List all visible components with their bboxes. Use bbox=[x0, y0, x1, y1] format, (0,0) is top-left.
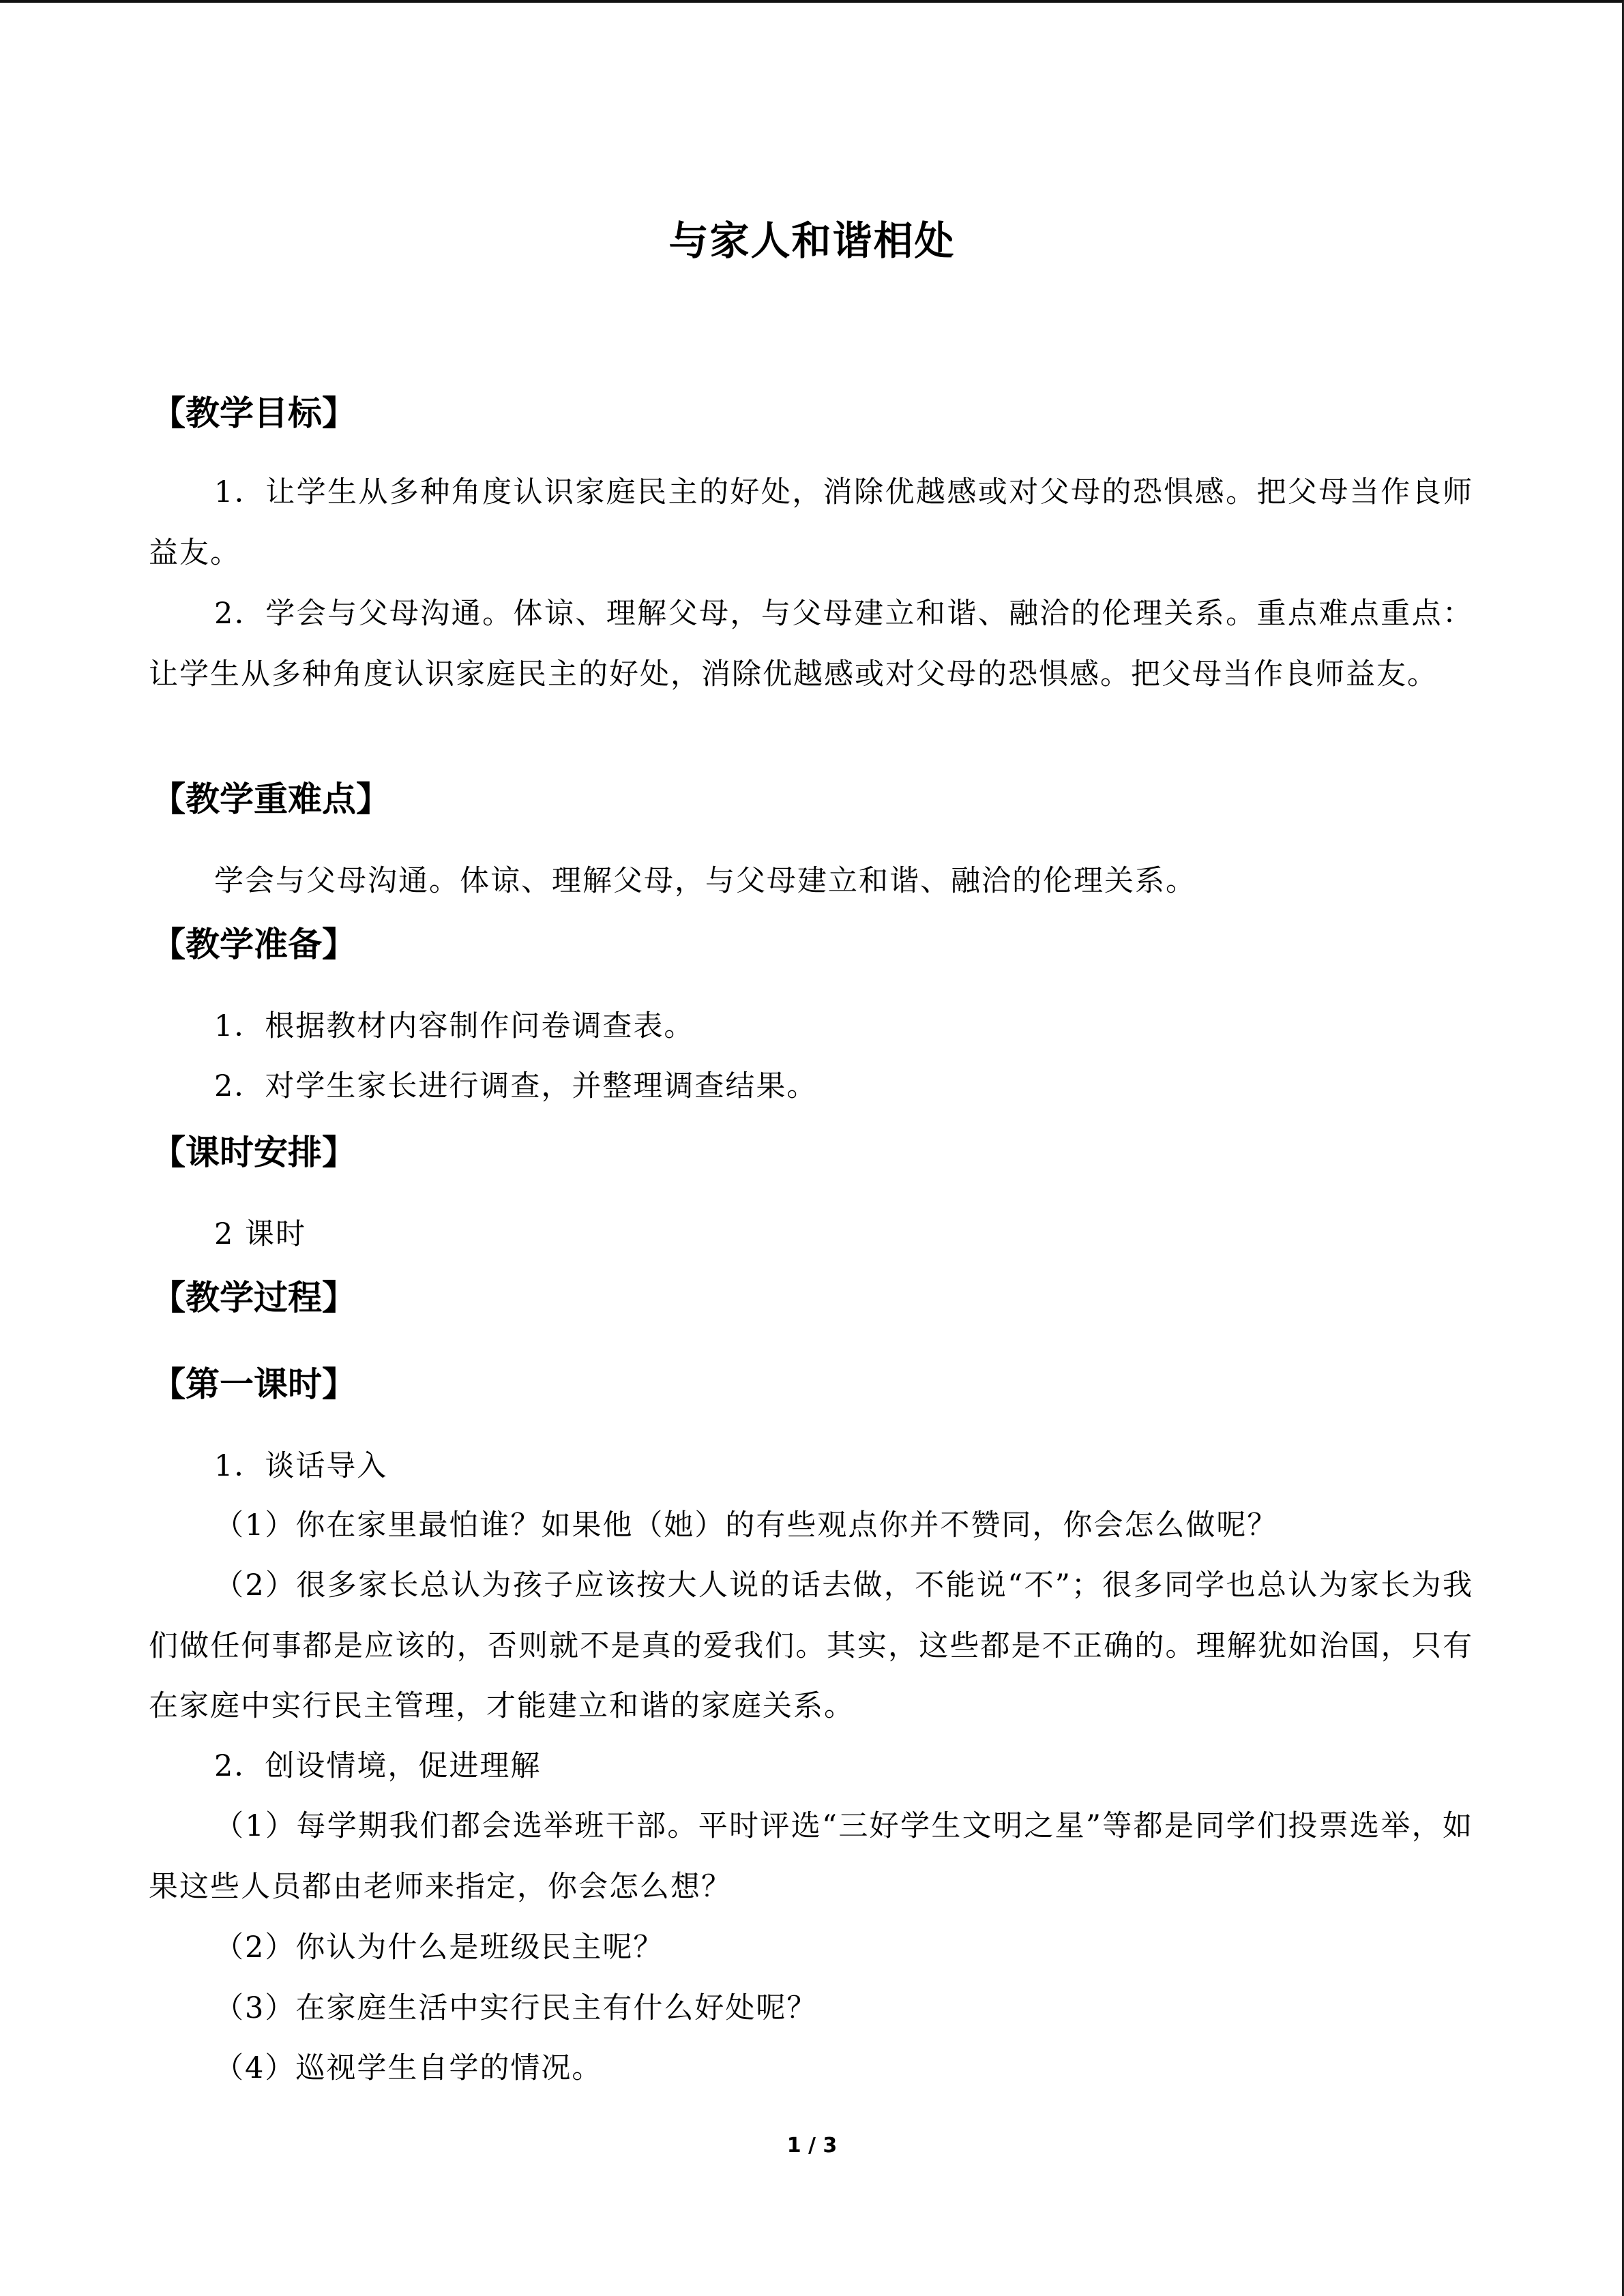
preparation-item-1: 1．根据教材内容制作问卷调查表。 bbox=[214, 1009, 695, 1043]
step-1-item-2: （2）很多家长总认为孩子应该按大人说的话去做，不能说“不”；很多同学也总认为家长为我们做任何事都是应该的，否则就不是真的爱我们。其实，这些都是不正确的。理解犹如治国，只有在家庭中实行民主管理，才能建立和谐的家庭关系。 bbox=[149, 1568, 1473, 1723]
step-1-item-1: （1）你在家里最怕谁？如果他（她）的有些观点你并不赞同，你会怎么做呢？ bbox=[214, 1508, 1278, 1542]
heading-preparation: 【教学准备】 bbox=[151, 925, 356, 964]
objective-item-1: 1．让学生从多种角度认识家庭民主的好处，消除优越感或对父母的恐惧感。把父母当作良师益友。 bbox=[149, 475, 1473, 570]
objective-item-2: 2．学会与父母沟通。体谅、理解父母，与父母建立和谐、融洽的伦理关系。重点难点重点：让学生从多种角度认识家庭民主的好处，消除优越感或对父母的恐惧感。把父母当作良师益友。 bbox=[149, 597, 1473, 691]
step-1-title: 1．谈话导入 bbox=[214, 1449, 388, 1483]
heading-schedule: 【课时安排】 bbox=[151, 1133, 356, 1172]
document-title: 与家人和谐相处 bbox=[668, 218, 956, 264]
key-points-text: 学会与父母沟通。体谅、理解父母，与父母建立和谐、融洽的伦理关系。 bbox=[214, 864, 1196, 898]
heading-lesson-one: 【第一课时】 bbox=[151, 1365, 356, 1404]
step-2-item-4: （4）巡视学生自学的情况。 bbox=[214, 2051, 603, 2085]
preparation-item-2: 2．对学生家长进行调查，并整理调查结果。 bbox=[214, 1069, 818, 1103]
step-2-item-2: （2）你认为什么是班级民主呢？ bbox=[214, 1930, 664, 1965]
step-2-item-3: （3）在家庭生活中实行民主有什么好处呢？ bbox=[214, 1991, 818, 2025]
heading-objectives: 【教学目标】 bbox=[151, 393, 356, 433]
heading-process: 【教学过程】 bbox=[151, 1278, 356, 1317]
step-2-title: 2．创设情境，促进理解 bbox=[214, 1749, 542, 1783]
step-2-item-1: （1）每学期我们都会选举班干部。平时评选“三好学生文明之星”等都是同学们投票选举，如果这些人员都由老师来指定，你会怎么想？ bbox=[149, 1809, 1473, 1904]
schedule-text: 2 课时 bbox=[214, 1217, 307, 1251]
heading-key-points: 【教学重难点】 bbox=[151, 779, 390, 819]
page-number: 1 / 3 bbox=[786, 2134, 838, 2158]
